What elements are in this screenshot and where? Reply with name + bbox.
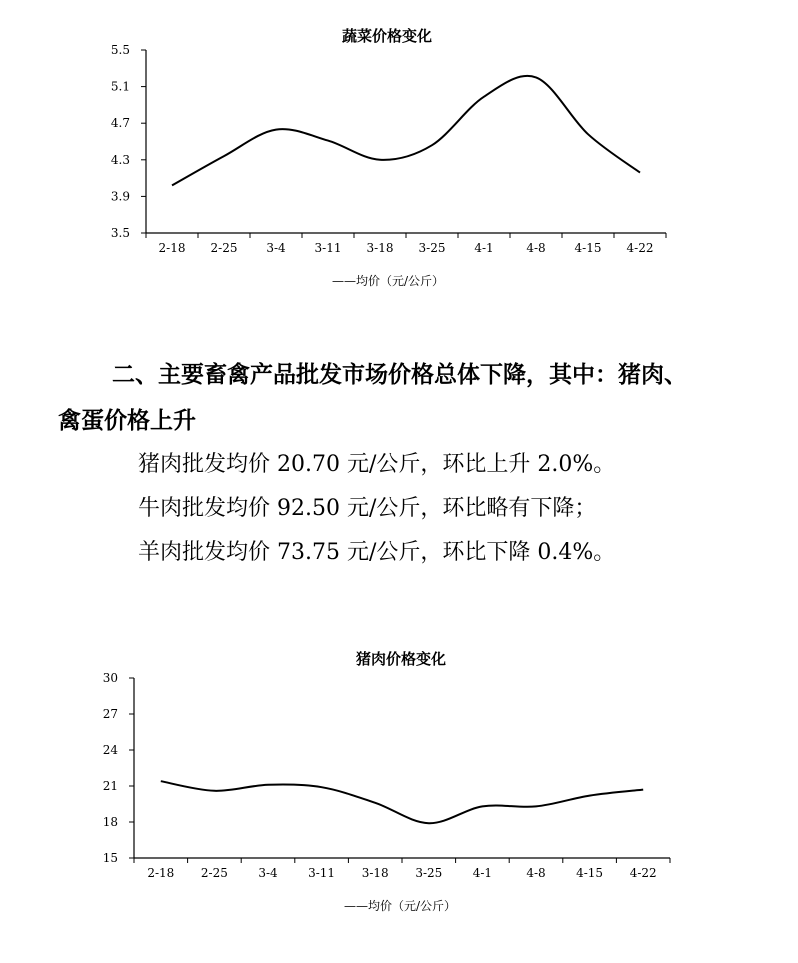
- beef-price-paragraph: 牛肉批发均价 92.50 元/公斤，环比略有下降；: [138, 496, 597, 521]
- y-tick-label: 5.1: [110, 79, 130, 94]
- chart-title: 猪肉价格变化: [355, 650, 447, 668]
- vegetable-price-chart: [0, 0, 798, 320]
- x-tick-label: 4-15: [576, 866, 604, 880]
- x-tick-label: 2-25: [210, 241, 238, 255]
- section-heading-line-1: 二、主要畜禽产品批发市场价格总体下降，其中：猪肉、: [112, 362, 687, 388]
- y-tick-label: 4.3: [110, 152, 130, 167]
- pork-price-chart: [0, 630, 798, 963]
- x-tick-label: 4-1: [474, 241, 494, 255]
- y-tick-label: 5.5: [110, 43, 130, 57]
- x-tick-label: 2-25: [200, 866, 228, 880]
- x-tick-label: 3-25: [415, 866, 443, 880]
- legend-label: ——均价（元/公斤）: [343, 899, 457, 913]
- x-tick-label: 3-18: [366, 241, 394, 255]
- x-tick-label: 3-4: [266, 241, 286, 255]
- chart-title: 蔬菜价格变化: [341, 27, 433, 45]
- y-tick-label: 18: [102, 815, 118, 829]
- x-tick-label: 3-4: [258, 866, 278, 880]
- x-tick-label: 3-11: [314, 241, 342, 255]
- y-tick-label: 24: [102, 743, 118, 757]
- y-tick-label: 21: [102, 779, 118, 793]
- mutton-price-paragraph: 羊肉批发均价 73.75 元/公斤，环比下降 0.4%。: [138, 540, 616, 565]
- y-tick-label: 3.5: [110, 226, 130, 240]
- y-tick-label: 3.9: [110, 189, 130, 204]
- x-tick-label: 4-1: [472, 866, 493, 880]
- y-tick-label: 27: [102, 707, 118, 721]
- x-tick-label: 3-11: [308, 866, 336, 880]
- x-tick-label: 2-18: [147, 866, 175, 880]
- series-line: [161, 781, 643, 823]
- section-heading-line-2: 禽蛋价格上升: [58, 408, 196, 434]
- x-tick-label: 2-18: [158, 241, 186, 255]
- y-tick-label: 4.7: [110, 116, 130, 131]
- x-tick-label: 4-22: [629, 866, 657, 880]
- x-tick-label: 4-22: [626, 241, 654, 255]
- x-tick-label: 3-18: [361, 866, 389, 880]
- pork-price-paragraph: 猪肉批发均价 20.70 元/公斤，环比上升 2.0%。: [138, 452, 616, 477]
- section-heading: [58, 352, 758, 444]
- x-tick-label: 4-15: [574, 241, 602, 255]
- legend-label: ——均价（元/公斤）: [331, 274, 445, 288]
- x-tick-label: 4-8: [526, 241, 546, 255]
- y-tick-label: 15: [102, 851, 118, 865]
- x-tick-label: 4-8: [526, 866, 546, 880]
- x-tick-label: 3-25: [418, 241, 446, 255]
- y-tick-label: 30: [102, 671, 118, 685]
- series-line: [172, 76, 640, 186]
